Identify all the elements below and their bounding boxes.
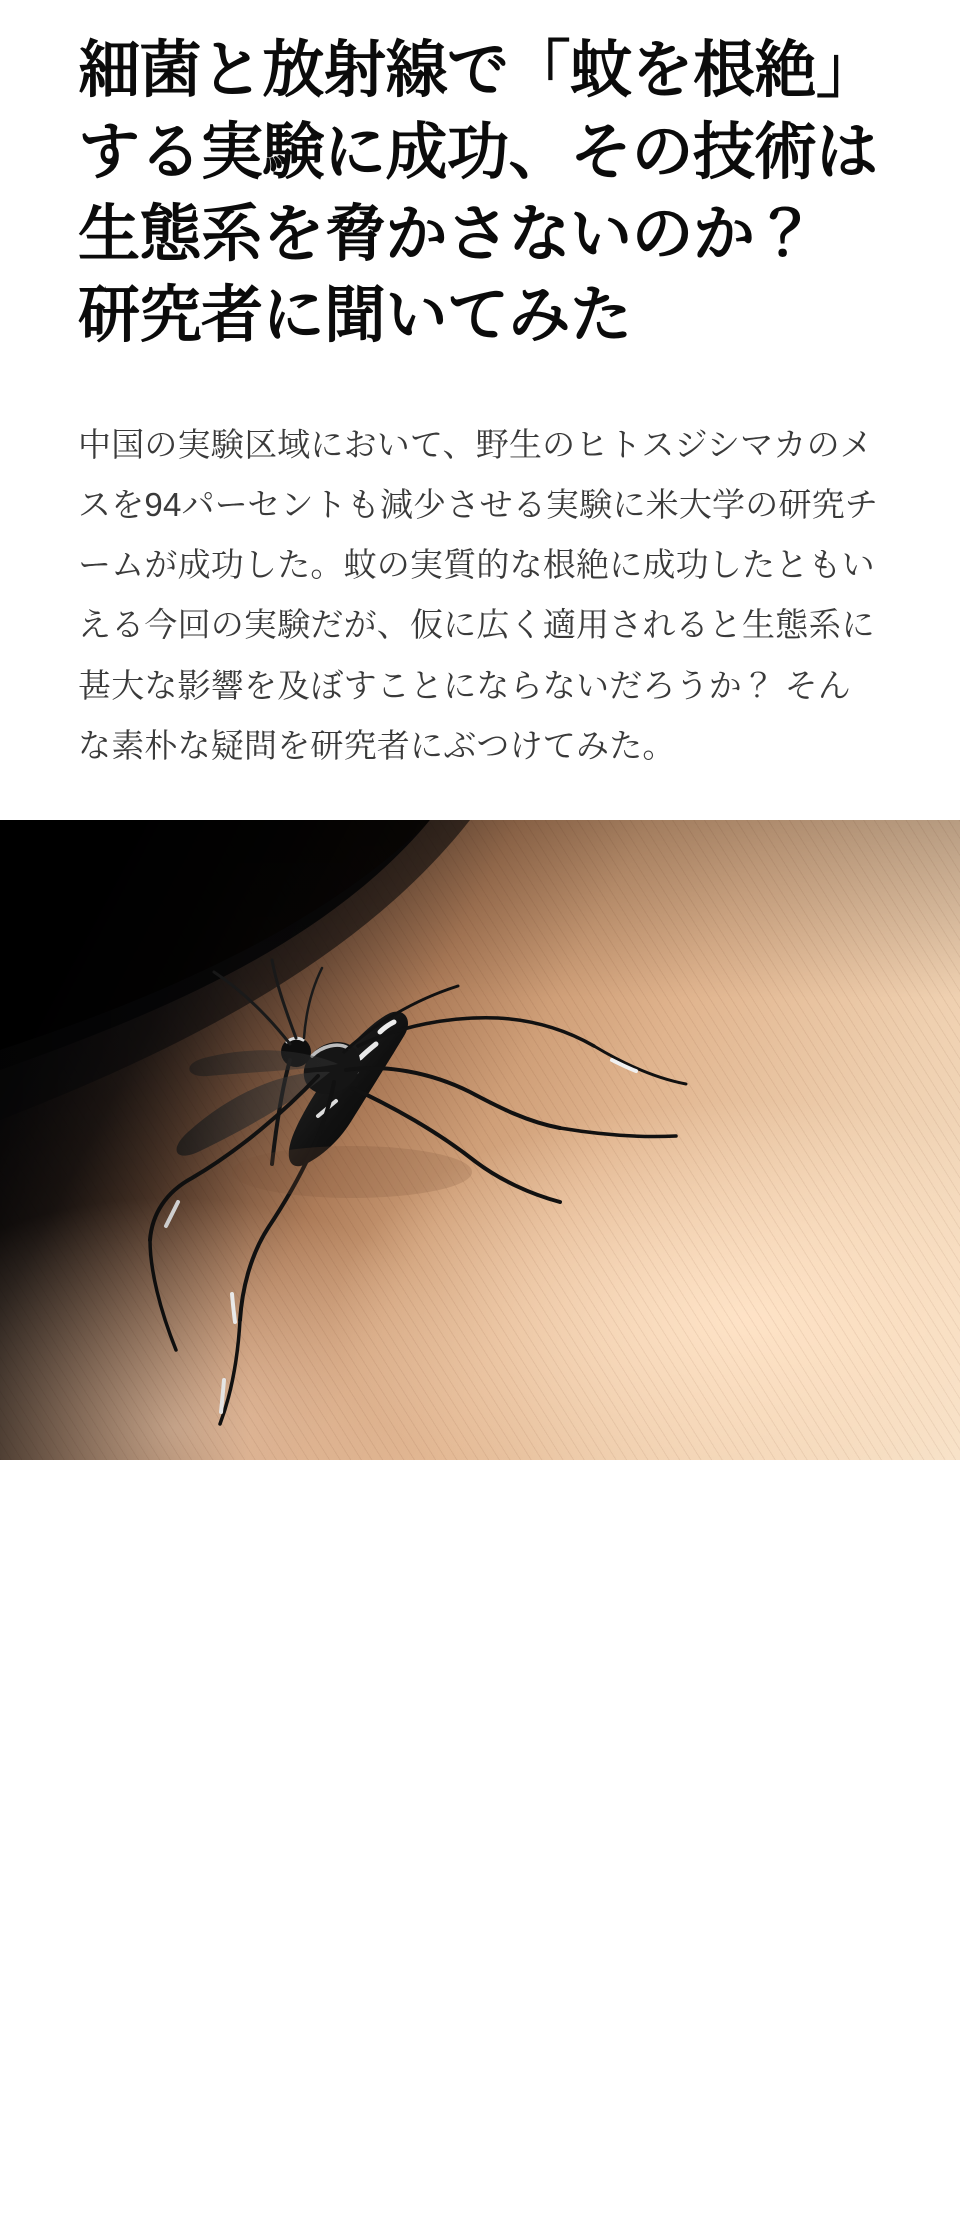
page-title: 細菌と放射線で「蚊を根絶」する実験に成功、その技術は生態系を脅かさないのか？ 研究者に聞いてみた <box>78 36 878 351</box>
article-lede: 中国の実験区域において、野生のヒトスジシマカのメスを94パーセントも減少させる実験に米大学の研究チームが成功した。蚊の実質的な根絶に成功したともいえる今回の実験だが、仮に広く適用されると生態系に甚大な影響を及ぼすことにならないだろうか？ そんな素朴な疑問を研究者にぶつけてみた。 <box>78 426 879 764</box>
article-text-block <box>0 0 960 776</box>
hero-image-figure <box>0 820 960 1460</box>
mosquito-on-skin-photo <box>0 820 960 1460</box>
mosquito-illustration <box>0 820 960 1460</box>
